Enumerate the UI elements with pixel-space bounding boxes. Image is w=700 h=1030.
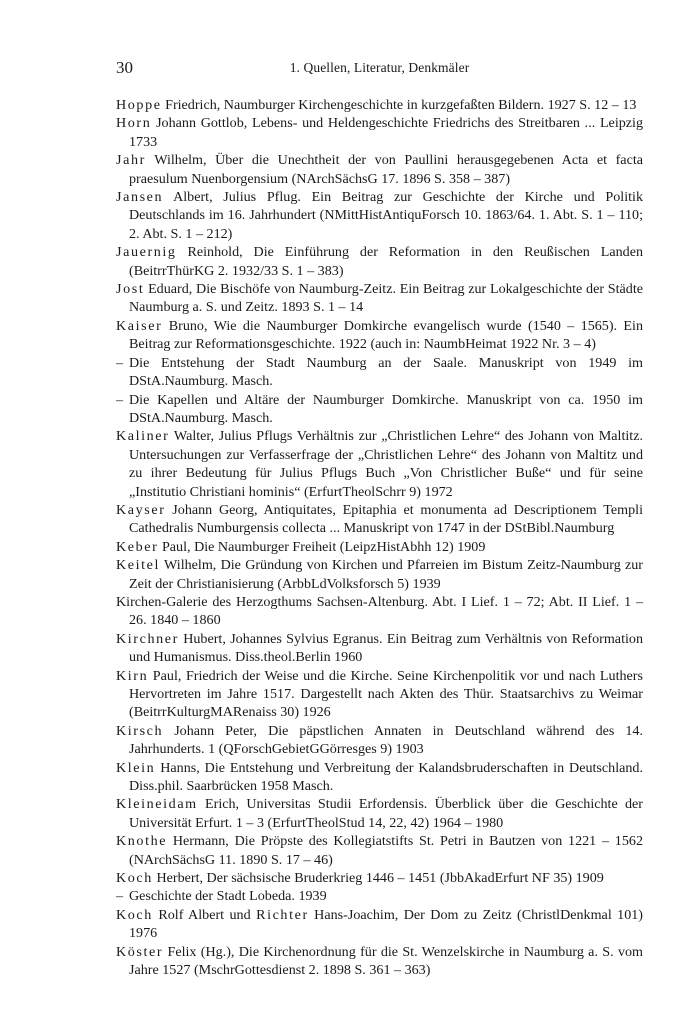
bib-entry — [116, 427, 643, 501]
entry-text: Bruno, Wie die Naumburger Domkirche evangelisch wurde (1540 – 1565). Ein Beitrag zur Reformationsgeschichte. 1922 (auch in: NaumbHeimat 1922 Nr. 3 – 4) — [129, 317, 643, 353]
author-surname: Jansen — [116, 189, 164, 206]
author-surname: Köster — [116, 943, 164, 960]
entry-text: Walter, Julius Pflugs Verhältnis zur „Christlichen Lehre“ des Johann von Maltitz. Untersuchungen zur Verfasserfrage der „Christlichen Lehre“ des Johann von Maltitz und zu ihrer Bedeutung für Julius Pflugs Buch „Von Christlicher Buße“ und für seine „Institutio Christiani hominis“ (ErfurtTheolSchrr 9) 1972 — [129, 428, 643, 500]
entry-text: Eduard, Die Bischöfe von Naumburg-Zeitz. Ein Beitrag zur Lokalgeschichte der Städte Naumburg a. S. und Zeitz. 1893 S. 1 – 14 — [129, 281, 643, 316]
author-surname: Keitel — [116, 557, 161, 574]
author-surname: Kirsch — [116, 722, 164, 739]
entry-text: Hans-Joachim, Der Dom zu Zeitz (ChristlDenkmal 101) 1976 — [129, 906, 643, 942]
entry-text: Die Entstehung der Stadt Naumburg an der Saale. Manuskript von 1949 im DStA.Naumburg. Masch. — [129, 354, 643, 390]
entry-text: Erich, Universitas Studii Erfordensis. Überblick über die Geschichte der Universität Erfurt. 1 – 3 (ErfurtTheolStud 14, 22, 42) 1964 – 1980 — [129, 796, 643, 831]
bib-entry — [116, 391, 643, 428]
bib-entry — [116, 188, 643, 243]
repeat-author-dash: – — [116, 391, 124, 408]
bib-entry — [116, 354, 643, 391]
running-head: 1. Quellen, Literatur, Denkmäler — [289, 60, 470, 75]
bib-entry — [116, 832, 643, 869]
repeat-author-dash: – — [116, 888, 124, 905]
entry-text: Johann Georg, Antiquitates, Epitaphia et monumenta ad Descriptionem Templi Cathedralis Numburgensis collecta ... Manuskript von 1747 in der DStBibl.Naumburg — [129, 501, 643, 537]
author-surname: Kaiser — [116, 317, 163, 334]
author-surname: Kirchner — [116, 630, 179, 647]
entry-text: Hubert, Johannes Sylvius Egranus. Ein Beitrag zum Verhältnis von Reformation und Humanismus. Diss.theol.Berlin 1960 — [129, 630, 643, 666]
entry-text: Johann Peter, Die päpstlichen Annaten in Deutschland während des 14. Jahrhunderts. 1 (QForschGebietGGörresges 9) 1903 — [129, 722, 643, 758]
author-surname: Horn — [116, 115, 152, 132]
bib-entry — [116, 795, 643, 832]
bib-entry — [116, 667, 643, 722]
author-surname: Koch — [116, 906, 153, 923]
entry-text: Albert, Julius Pflug. Ein Beitrag zur Geschichte der Kirche und Politik Deutschlands im 16. Jahrhundert (NMittHistAntiquForsch 10. 1863/64. 1. Abt. S. 1 – 110; 2. Abt. S. 1 – 212) — [129, 189, 643, 242]
bib-entry — [116, 96, 643, 114]
author-surname: Jahr — [116, 152, 146, 169]
entry-text: Kirchen-Galerie des Herzogthums Sachsen-Altenburg. Abt. I Lief. 1 – 72; Abt. II Lief. 1 – 26. 1840 – 1860 — [116, 593, 643, 629]
author-surname: Kayser — [116, 501, 166, 518]
repeat-author-dash: – — [116, 354, 124, 371]
author-surname: Hoppe — [116, 97, 162, 113]
author-surname: Klein — [116, 759, 156, 776]
bib-entry — [116, 593, 643, 630]
bib-entry — [116, 114, 643, 151]
entry-text: Paul, Friedrich der Weise und die Kirche. Seine Kirchenpolitik vor und nach Luthers Hervortreten im Jahre 1517. Dargestellt nach Akten des Thür. Staatsarchivs zu Weimar (BeitrrKulturgMARenaiss 30) 1926 — [129, 667, 643, 721]
author-surname: Kirn — [116, 667, 149, 684]
bib-entry — [116, 630, 643, 667]
bib-entry — [116, 759, 643, 796]
author-surname: Jost — [116, 281, 145, 298]
bib-entry — [116, 869, 643, 887]
bib-entry — [116, 887, 643, 905]
entry-text: Friedrich, Naumburger Kirchengeschichte in kurzgefaßten Bildern. 1927 S. 12 – 13 — [161, 97, 637, 113]
entry-text: Hermann, Die Pröpste des Kollegiatstifts St. Petri in Bautzen von 1221 – 1562 (NArchSächsG 11. 1890 S. 17 – 46) — [129, 833, 643, 868]
page-header — [116, 58, 643, 80]
author-surname: Richter — [256, 906, 309, 923]
entry-text: Geschichte der Stadt Lobeda. 1939 — [129, 888, 327, 905]
bib-entry — [116, 556, 643, 593]
bib-entry — [116, 151, 643, 188]
author-surname: Koch — [116, 870, 153, 887]
entry-text: Paul, Die Naumburger Freiheit (LeipzHistAbhh 12) 1909 — [158, 538, 486, 555]
bib-entry — [116, 906, 643, 943]
author-surname: Kleineidam — [116, 796, 198, 813]
bib-entry — [116, 501, 643, 538]
entry-text: Herbert, Der sächsische Bruderkrieg 1446 – 1451 (JbbAkadErfurt NF 35) 1909 — [152, 870, 604, 887]
bib-entry — [116, 538, 643, 556]
bibliography-list — [116, 96, 643, 980]
bib-entry — [116, 280, 643, 317]
entry-text: Hanns, Die Entstehung und Verbreitung der Kalandsbruderschaften in Deutschland. Diss.phil. Saarbrücken 1958 Masch. — [129, 759, 643, 795]
bib-entry — [116, 317, 643, 354]
entry-text: Johann Gottlob, Lebens- und Heldengeschichte Friedrichs des Streitbaren ... Leipzig 1733 — [129, 115, 643, 150]
author-surname: Keber — [116, 538, 159, 555]
entry-text: Felix (Hg.), Die Kirchenordnung für die St. Wenzelskirche in Naumburg a. S. vom Jahre 1527 (MschrGottesdienst 2. 1898 S. 361 – 363) — [129, 943, 643, 979]
bib-entry — [116, 943, 643, 980]
bib-entry — [116, 722, 643, 759]
entry-text: Die Kapellen und Altäre der Naumburger Domkirche. Manuskript von ca. 1950 im DStA.Naumburg. Masch. — [129, 391, 643, 426]
entry-text: Reinhold, Die Einführung der Reformation in den Reußischen Landen (BeitrrThürKG 2. 1932/33 S. 1 – 383) — [129, 244, 643, 279]
entry-text: Rolf Albert und — [152, 906, 257, 923]
author-surname: Kaliner — [116, 428, 170, 445]
page-number: 30 — [116, 58, 133, 77]
entry-text: Wilhelm, Die Gründung von Kirchen und Pfarreien im Bistum Zeitz-Naumburg zur Zeit der Christianisierung (ArbbLdVolksforsch 5) 1939 — [129, 557, 643, 592]
bib-entry — [116, 243, 643, 280]
entry-text: Wilhelm, Über die Unechtheit der von Paullini herausgegebenen Acta et facta praesulum Nuenborgensium (NArchSächsG 17. 1896 S. 358 – 387) — [129, 152, 643, 187]
author-surname: Knothe — [116, 833, 168, 850]
author-surname: Jauernig — [116, 244, 177, 261]
